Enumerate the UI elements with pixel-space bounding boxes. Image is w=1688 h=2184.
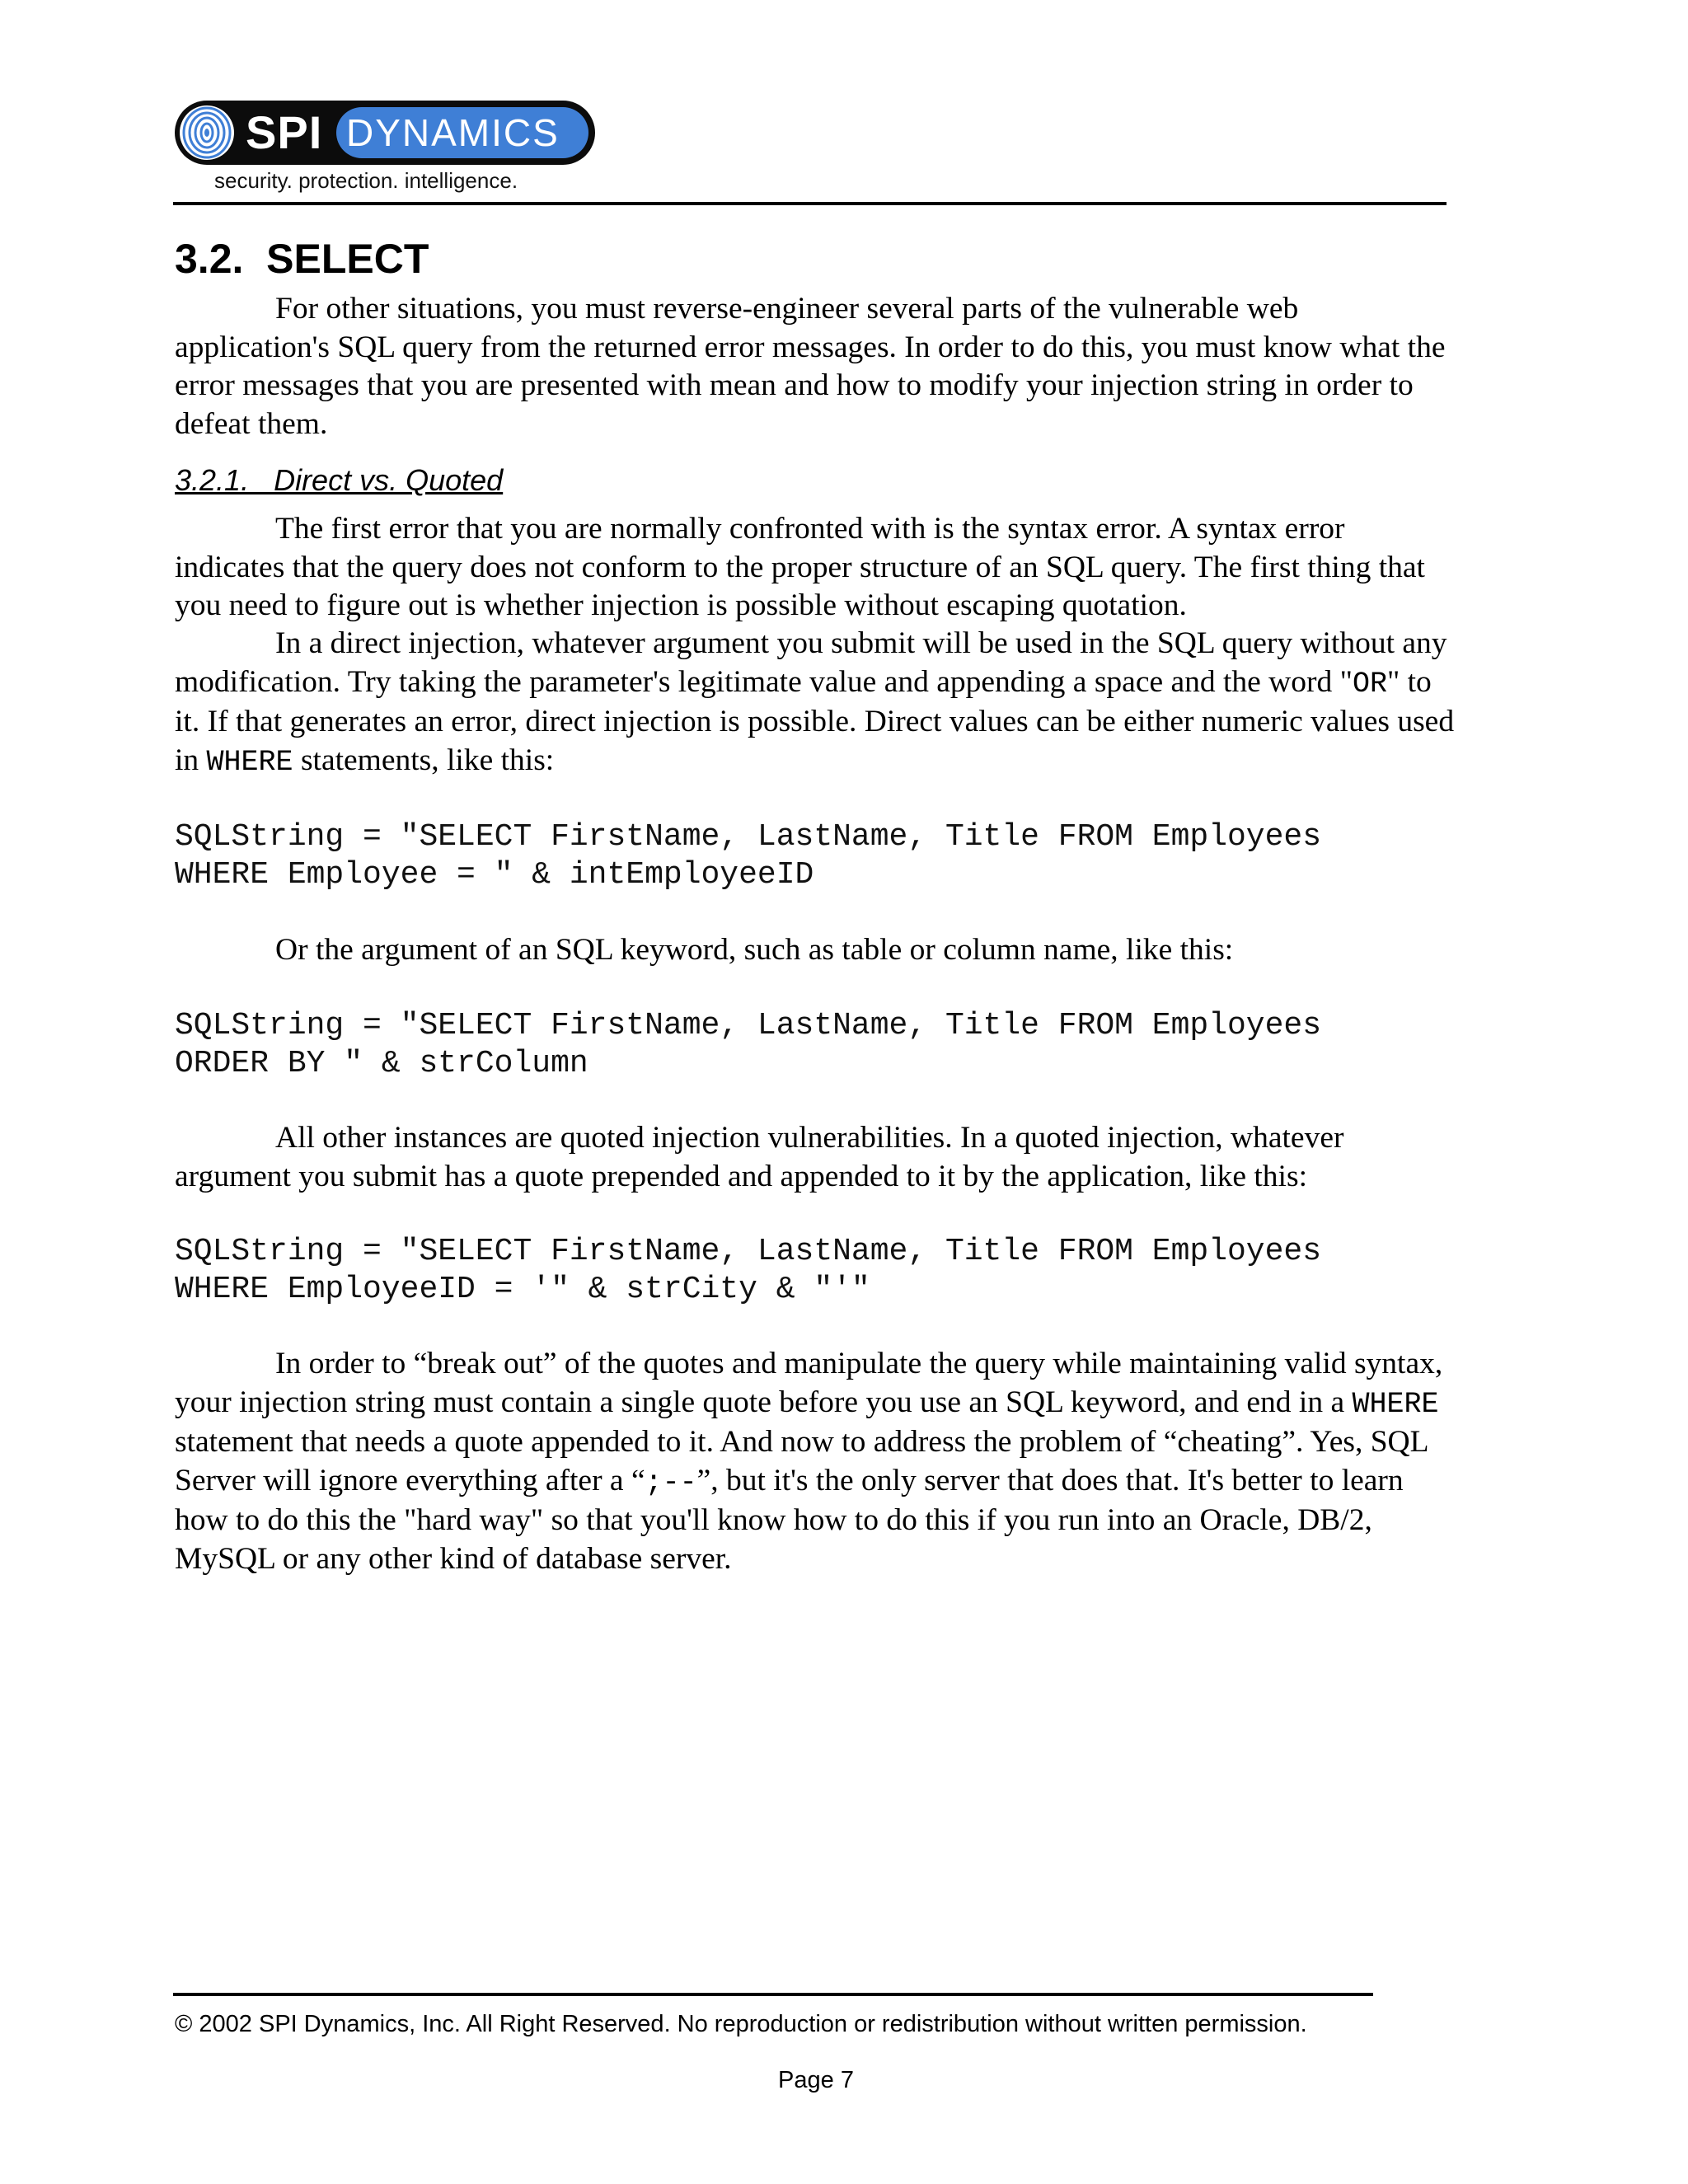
paragraph-text: " to it. If that generates an error, direct injection is possible. Direct values can be either numeric values used in xyxy=(175,664,1455,777)
code-example-order-by: SQLString = "SELECT FirstName, LastName, Title FROM Employees ORDER BY " & strColumn xyxy=(175,1008,1322,1081)
subsection-heading: 3.2.1. Direct vs. Quoted xyxy=(175,463,504,497)
page-number: Page 7 xyxy=(778,2067,854,2093)
signal-icon xyxy=(180,105,234,160)
syntax-error-paragraph: The first error that you are normally confronted with is the syntax error. A syntax error indicates that the query does not conform to the proper structure of an SQL query. The first thing that you need to figure out is whether injection is possible without escaping quotation. xyxy=(175,512,1425,622)
paragraph-text: In order to “break out” of the quotes and manipulate the query while maintaining valid syntax, your injection string must contain a single quote before you use an SQL keyword, and end in a xyxy=(175,1347,1443,1419)
section-heading: 3.2. SELECT xyxy=(175,236,429,282)
paragraph-text: In a direct injection, whatever argument you submit will be used in the SQL query without any modification. Try taking the parameter's legitimate value and appending a space and the word " xyxy=(175,626,1447,699)
inline-code-where: WHERE xyxy=(206,745,293,779)
keyword-argument-paragraph: Or the argument of an SQL keyword, such as table or column name, like this: xyxy=(275,933,1234,967)
inline-code-or: OR xyxy=(1352,667,1387,701)
code-example-numeric: SQLString = "SELECT FirstName, LastName, Title FROM Employees WHERE Employee = " & intEmployeeID xyxy=(175,819,1322,893)
copyright-notice: © 2002 SPI Dynamics, Inc. All Right Reserved. No reproduction or redistribution without written permission. xyxy=(175,2011,1307,2037)
paragraph-text: statements, like this: xyxy=(293,743,555,777)
footer-divider xyxy=(173,1993,1373,1996)
break-out-paragraph xyxy=(175,1345,1461,1578)
section-intro-paragraph: For other situations, you must reverse-engineer several parts of the vulnerable web application's SQL query from the returned error messages. In order to do this, you must know what the error messages that you are presented with mean and how to modify your injection string in order to defeat them. xyxy=(175,292,1446,441)
header-divider xyxy=(173,202,1447,205)
code-example-quoted: SQLString = "SELECT FirstName, LastName, Title FROM Employees WHERE EmployeeID = '" & strCity & "'" xyxy=(175,1234,1322,1307)
paragraph-text: ”, but it's the only server that does that. It's better to learn how to do this the "hard way" so that you'll know how to do this if you run into an Oracle, DB/2, MySQL or any other kind of database server. xyxy=(175,1463,1404,1576)
inline-code-where: WHERE xyxy=(1352,1387,1439,1421)
logo-tagline: security. protection. intelligence. xyxy=(214,168,518,193)
quoted-injection-paragraph: All other instances are quoted injection vulnerabilities. In a quoted injection, whatever argument you submit has a quote prepended and appended to it by the application, like this: xyxy=(175,1121,1344,1193)
paragraph-text: statement that needs a quote appended to it. And now to address the problem of “cheating”. Yes, SQL Server will ignore everything after a “ xyxy=(175,1425,1428,1497)
logo-dynamics-text: DYNAMICS xyxy=(346,111,560,154)
inline-code-comment: ;-- xyxy=(645,1465,697,1499)
direct-injection-paragraph xyxy=(175,625,1461,781)
company-logo xyxy=(175,101,595,165)
logo-spi-text: SPI xyxy=(246,106,323,158)
